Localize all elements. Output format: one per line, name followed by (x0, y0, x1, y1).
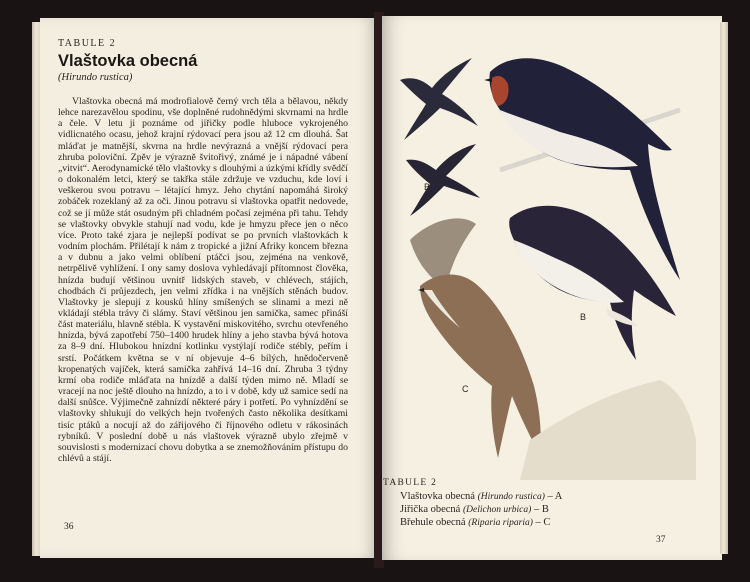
sand-martin-icon (418, 274, 541, 458)
species-description: Vlaštovka obecná má modrofialově černý vrch těla a bělavou, někdy lehce narezavělou spodinu, vše doplněné rudohnědými skvrnami na hrdle a čele. V letu ji poznáme od jiřičky podle hluboce vykrojeného vidlicnatého ocasu, jehož krajní rýdovací pera jsou až 12 cm dlouhá. Šat mláďat je matnější, skvrna na hrdle nevýrazná a vnější rýdovací pera zhruba poloviční. Zpěv je výrazně švitořivý, známé je i nápadné vábení „vitvit“. Aerodynamické tělo vlaštovky s dlouhými a úzkými křídly svědčí o dokonalém letci, který se takřka stále zdržuje ve vzduchu, kde loví i veškerou svou potravu – létající hmyz. Jeho chytání napomáhá široký zobáček rozeklaný až za oči. Jinou potravu si vlaštovka opatřit nedovede, což se jí může stát osudným při chladném počasí zejména při tahu. Tehdy se vlaštovky obvykle stahují nad vodu, kde je hmyzu přece jen o něco více. Proto také zjara je nejlepší podívat se po prvních vlaštovkách k vodním plochám. Přilétají k nám z tropické a jižní Afriky koncem března a v dubnu a jako velmi oblíbení ptáčci jsou, zejména na venkově, netrpělivě vyhlížení. I ony samy doslova vyhledávají přítomnost člověka, hnízda budují většinou uvnitř lidských staveb, v chlévech, stájích, chodbách či průjezdech, jen velmi zřídka i na vnějších stěnách budov. Vlaštovky je slepují z kousků hlíny smíšených se slinami a mezi ně vkládají stébla trávy či slámy. Staví většinou jen samička, samec přináší část materiálu, hlavně stébla. K vystavění miskovitého, svrchu otevřeného hnízda, bývá zapotřebí 750–1400 hrudek hlíny a jeho stavba bývá hotova za 8–9 dní. Hlubokou hnízdní kotlinku vystýlají rodiče stébly, peřím i srstí. Počátkem května se v ní objevuje 4–6 bílých, hnědočerveně kropenatých vajíček, která samička zahřívá 14–16 dní. Zhruba 3 týdny krmí oba rodiče mláďata na hnízdě a další týden mimo ně. Mladí se vracejí na noc ještě dlouho na hnízdo, a to i v době, kdy už samice sedí na další snůšce. Výjimečně zahnízdí některé páry i potřetí. Po vyhnízdění se vlaštovky shlukují do velkých hejn tvořených často několika desítkami tisíc ptáků a nocují až do zářijového či říjnového odletu v rákosinách rybníků. V poslední době u nás vlaštovek výrazně ubylo zřejmě v souvislosti s modernizací chovu dobytka a se znemožňováním přístupu do chlévů a stájí. (58, 96, 348, 464)
species-latin-name: (Hirundo rustica) (58, 72, 133, 83)
svg-text:C: C (462, 384, 469, 394)
caption-line-b: Jiřička obecná (Delichon urbica) – B (400, 504, 549, 515)
svg-text:B: B (424, 182, 431, 192)
plate-kicker: TABULE 2 (58, 38, 117, 49)
caption-kicker: TABULE 2 (383, 478, 438, 488)
house-martin-icon (509, 206, 676, 360)
flying-swallow-b-icon (406, 144, 480, 216)
swallow-illustration (380, 40, 700, 480)
page-number-right: 37 (656, 535, 666, 545)
svg-text:B: B (580, 312, 587, 322)
species-title: Vlaštovka obecná (58, 52, 198, 70)
caption-line-a: Vlaštovka obecná (Hirundo rustica) – A (400, 491, 563, 502)
caption-line-c: Břehule obecná (Riparia riparia) – C (400, 517, 551, 528)
svg-text:A: A (420, 110, 427, 120)
svg-text:A: A (608, 102, 615, 112)
page-number-left: 36 (64, 522, 74, 532)
flying-swallow-icon (400, 58, 478, 140)
right-page-edges (720, 22, 728, 554)
sand-bank-icon (520, 380, 696, 480)
